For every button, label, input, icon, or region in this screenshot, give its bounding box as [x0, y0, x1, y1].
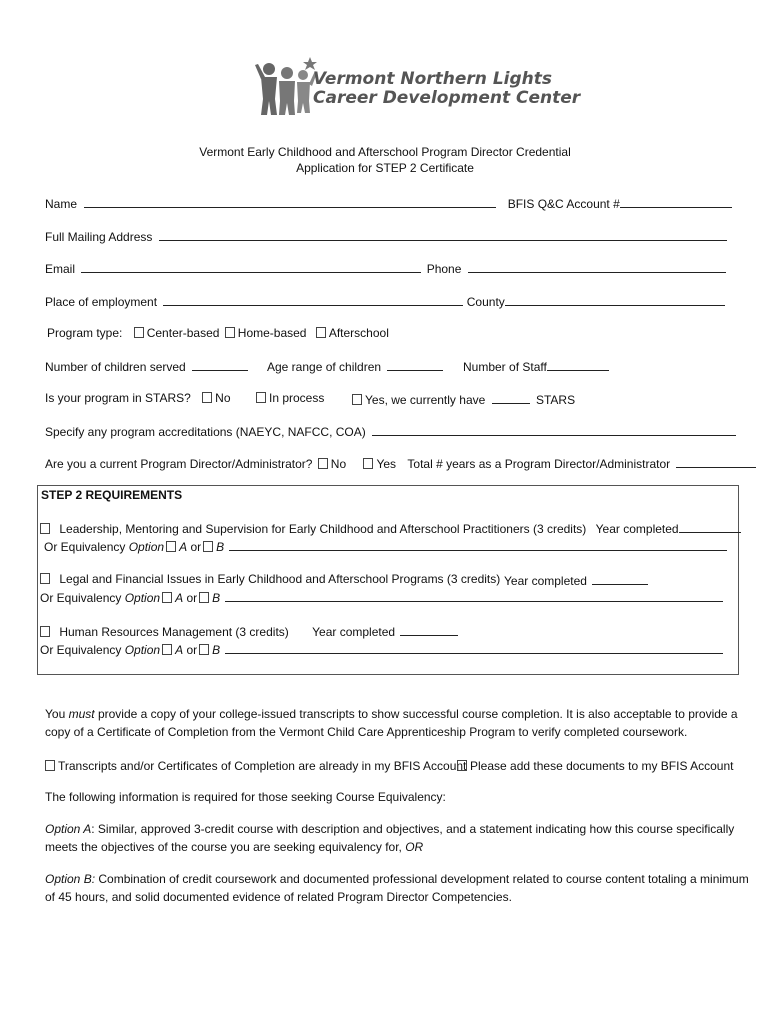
req1-a: A [179, 540, 188, 554]
age-range-label: Age range of children [267, 360, 382, 374]
req3-year-label: Year completed [312, 625, 396, 639]
center-based-label: Center-based [146, 326, 220, 340]
home-based-label: Home-based [237, 326, 307, 340]
children-served-label: Number of children served [45, 360, 186, 374]
email-field[interactable] [81, 260, 421, 273]
req3-or-equiv: Or Equivalency [40, 643, 122, 657]
req2-year-field[interactable] [592, 572, 648, 585]
req1-checkbox[interactable] [40, 523, 50, 534]
requirements-heading: STEP 2 REQUIREMENTS [41, 488, 183, 502]
center-based-checkbox[interactable] [134, 327, 144, 338]
transcripts-label: Transcripts and/or Certificates of Completion are already in my BFIS Account [58, 759, 467, 773]
req2-equivalency-field[interactable] [225, 589, 723, 602]
req1-b: B [216, 540, 225, 554]
req1-year-field[interactable] [679, 520, 741, 533]
option-a-line2 [45, 840, 423, 854]
county-label: County [466, 295, 505, 309]
in-process-label: In process [269, 391, 325, 405]
email-label: Email [45, 262, 76, 276]
req3-a: A [175, 643, 184, 657]
children-served-field[interactable] [192, 358, 248, 371]
req2-course: Legal and Financial Issues in Early Childhood and Afterschool Programs (3 credits) [59, 572, 501, 586]
in-process-checkbox[interactable] [256, 392, 266, 403]
afterschool-checkbox[interactable] [316, 327, 326, 338]
req1-option: Option [128, 540, 165, 554]
logo [255, 55, 581, 120]
transcripts-checkbox[interactable] [45, 760, 55, 771]
total-years-field[interactable] [676, 455, 756, 468]
name-label: Name [45, 197, 78, 211]
req1-course: Leadership, Mentoring and Supervision for Early Childhood and Afterschool Practitioners (3 credits) [59, 522, 587, 536]
afterschool-label: Afterschool [328, 326, 389, 340]
option-a-label: Option A [45, 822, 92, 836]
employment-label: Place of employment [45, 295, 158, 309]
stars-question: Is your program in STARS? [45, 391, 191, 405]
option-a-line1 [45, 822, 734, 836]
req3-or: or [186, 643, 198, 657]
option-b-label: Option B: [45, 872, 96, 886]
option-b-line2: of 45 hours, and solid documented evidence of related Program Director Competencies. [45, 890, 512, 904]
option-a-or: OR [405, 840, 424, 854]
program-type-label: Program type: [47, 326, 123, 340]
address-field[interactable] [159, 228, 727, 241]
req1-year-label: Year completed [595, 522, 679, 536]
accreditations-field[interactable] [372, 423, 736, 436]
bfis-field[interactable] [620, 195, 732, 208]
req1-or: or [190, 540, 202, 554]
option-b-line1 [45, 872, 749, 886]
county-field[interactable] [505, 293, 725, 306]
staff-field[interactable] [547, 358, 609, 371]
phone-field[interactable] [468, 260, 726, 273]
stars-label: STARS [535, 393, 576, 407]
please-add-checkbox[interactable] [457, 760, 467, 771]
req3-option-a-checkbox[interactable] [162, 644, 172, 655]
req2-or: or [186, 591, 198, 605]
req1-option-b-checkbox[interactable] [203, 541, 213, 552]
note-must: must [68, 707, 95, 721]
req3-option: Option [124, 643, 161, 657]
transcript-note-line2: copy of a Certificate of Completion from the Vermont Child Care Apprenticeship Program to verify completed coursework. [45, 725, 688, 739]
bfis-label: BFIS Q&C Account # [507, 197, 620, 211]
stars-yes-checkbox[interactable] [352, 394, 362, 405]
note-rest: provide a copy of your college-issued transcripts to show successful course completion. It is also acceptable to provide a [97, 707, 738, 721]
stars-no-label: No [215, 391, 231, 405]
req3-equivalency-field[interactable] [225, 641, 723, 654]
req1-or-equiv: Or Equivalency [44, 540, 126, 554]
accreditations-label: Specify any program accreditations (NAEYC, NAFCC, COA) [45, 425, 366, 439]
transcript-note-line1 [45, 707, 738, 721]
director-no-label: No [330, 457, 347, 471]
employment-field[interactable] [163, 293, 463, 306]
req2-option: Option [124, 591, 161, 605]
address-label: Full Mailing Address [45, 230, 153, 244]
req2-checkbox[interactable] [40, 573, 50, 584]
req2-option-a-checkbox[interactable] [162, 592, 172, 603]
option-a-line2-text: meets the objectives of the course you are seeking equivalency for, [45, 840, 402, 854]
req2-option-b-checkbox[interactable] [199, 592, 209, 603]
age-range-field[interactable] [387, 358, 443, 371]
req2-year-label: Year completed [504, 574, 587, 588]
req3-checkbox[interactable] [40, 626, 50, 637]
children-logo-icon [255, 55, 317, 117]
req1-option-a-checkbox[interactable] [166, 541, 176, 552]
director-yes-checkbox[interactable] [363, 458, 373, 469]
req2-b: B [212, 591, 221, 605]
req3-b: B [212, 643, 221, 657]
staff-label: Number of Staff [463, 360, 547, 374]
please-add-label: Please add these documents to my BFIS Account [470, 759, 734, 773]
total-years-label: Total # years as a Program Director/Administrator [407, 457, 671, 471]
home-based-checkbox[interactable] [225, 327, 235, 338]
following-info: The following information is required for those seeking Course Equivalency: [45, 790, 446, 804]
req2-or-equiv: Or Equivalency [40, 591, 122, 605]
name-field[interactable] [84, 195, 496, 208]
req3-year-field[interactable] [400, 623, 458, 636]
option-b-text: Combination of credit coursework and documented professional development related to course content totaling a minimum [95, 872, 749, 886]
phone-label: Phone [426, 262, 462, 276]
logo-line1: Vermont Northern Lights [313, 69, 553, 89]
req2-a: A [175, 591, 184, 605]
director-yes-label: Yes [376, 457, 397, 471]
stars-yes-label: Yes, we currently have [365, 393, 486, 407]
option-a-text: : Similar, approved 3-credit course with description and objectives, and a statement indicating how this course specifically [91, 822, 735, 836]
note-you: You [45, 707, 66, 721]
title-line2: Application for STEP 2 Certificate [296, 161, 474, 175]
title-line1: Vermont Early Childhood and Afterschool Program Director Credential [199, 145, 571, 159]
stars-no-checkbox[interactable] [202, 392, 212, 403]
req1-equivalency-field[interactable] [229, 538, 727, 551]
director-no-checkbox[interactable] [318, 458, 328, 469]
stars-count-field[interactable] [492, 391, 530, 404]
director-question: Are you a current Program Director/Administrator? [45, 457, 313, 471]
logo-line2: Career Development Center [313, 88, 581, 108]
req3-course: Human Resources Management (3 credits) [59, 625, 289, 639]
req3-option-b-checkbox[interactable] [199, 644, 209, 655]
